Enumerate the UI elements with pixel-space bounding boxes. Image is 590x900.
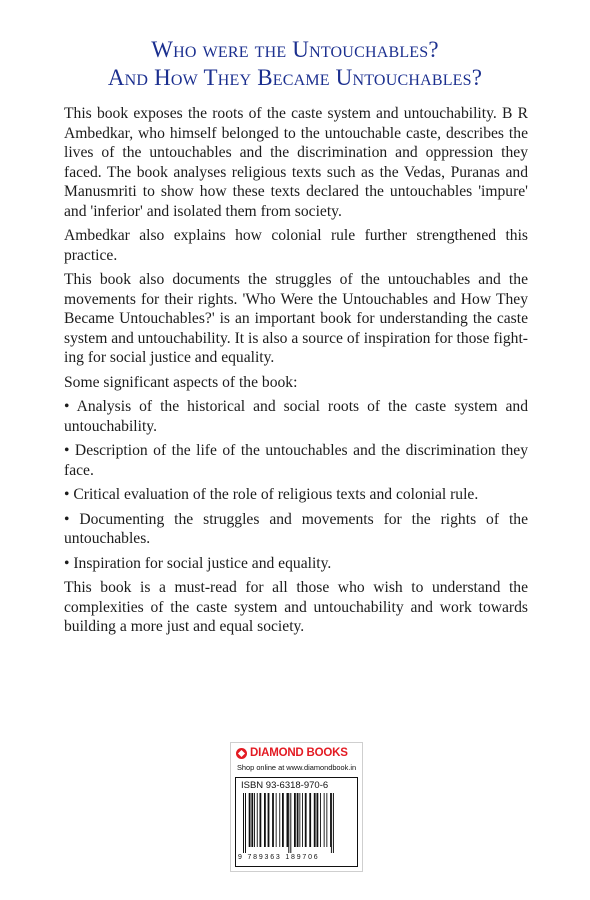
- aspect-item: • Inspiration for social justice and equality.: [64, 554, 332, 572]
- paragraph-intro: This book exposes the roots of the caste system and untouchability. B R Ambedkar, who himself belonged to the untouchable caste, describes the lives of the untouchables and the discrimination and oppression they faced. The book analyses religious texts such as the Vedas, Puranas and Manusmriti to show how these texts declared the untouchables 'impure' and 'inferior' and isolated them from society.: [64, 105, 528, 220]
- aspect-item: • Analysis of the historical and social roots of the caste system and untouchability.: [64, 398, 528, 435]
- diamond-logo-icon: [236, 748, 247, 759]
- barcode-bar: [254, 793, 255, 847]
- isbn-barcode: [235, 777, 358, 867]
- barcode-bars: [239, 793, 354, 853]
- barcode-bar: [314, 793, 316, 847]
- barcode-bar: [268, 793, 270, 847]
- barcode-bar: [272, 793, 274, 847]
- barcode-bar: [251, 793, 253, 847]
- barcode-bar: [257, 793, 258, 847]
- publisher-logo: [236, 747, 348, 759]
- barcode-bar: [249, 793, 251, 847]
- barcode-bar: [317, 793, 319, 847]
- paragraph-colonial: Ambedkar also explains how colonial rule further strengthened this practice.: [64, 227, 528, 264]
- barcode-bar: [264, 793, 266, 847]
- barcode-bar: [320, 793, 321, 847]
- barcode-bar: [290, 793, 291, 853]
- barcode-bar: [330, 793, 331, 847]
- title-line-1: Who were the Untouchables?: [151, 37, 439, 62]
- title-line-2: And How They Became Untouchables?: [107, 65, 483, 90]
- barcode-bar: [294, 793, 296, 847]
- barcode-bar: [282, 793, 284, 847]
- aspect-item: • Documenting the struggles and movements for the rights of the untouchables.: [64, 510, 528, 547]
- barcode-bar: [297, 793, 299, 847]
- barcode-bar: [305, 793, 307, 847]
- description-body: [64, 104, 528, 642]
- paragraph-conclusion: This book is a must-read for all those who wish to understand the complexities of the caste system and untouchability and work towards building a more just and equal society.: [64, 579, 528, 635]
- barcode-bar: [276, 793, 277, 847]
- barcode-bar: [302, 793, 303, 847]
- barcode-bar: [245, 793, 246, 853]
- barcode-bar: [331, 793, 332, 853]
- barcode-bar: [279, 793, 280, 847]
- publisher-barcode-label: [230, 742, 363, 872]
- book-title: [0, 36, 590, 92]
- aspect-item: • Description of the life of the untouchables and the discrimination they face.: [64, 442, 528, 479]
- barcode-digits: 9 789363 189706: [238, 854, 320, 861]
- barcode-bar: [299, 793, 300, 847]
- barcode-bar: [326, 793, 327, 847]
- barcode-bar: [260, 793, 262, 847]
- publisher-name: DIAMOND BOOKS: [250, 747, 348, 759]
- barcode-bar: [324, 793, 325, 847]
- paragraph-struggles: This book also documents the struggles of the untouchables and the movements for their rights. 'Who Were the Untouchables and How They Became Untouchables?' is an important book for understanding the caste system and untouchability. It is also a source of inspiration for those fighting for social justice and equality.: [64, 271, 528, 366]
- aspects-heading: Some significant aspects of the book:: [64, 373, 298, 391]
- isbn-label: ISBN 93-6318-970-6: [241, 780, 329, 791]
- barcode-bar: [287, 793, 289, 847]
- barcode-bar: [333, 793, 334, 853]
- shop-online-text: Shop online at www.diamondbook.in: [237, 763, 357, 772]
- barcode-bar: [288, 793, 289, 853]
- barcode-bar: [309, 793, 311, 847]
- aspect-item: • Critical evaluation of the role of religious texts and colonial rule.: [64, 486, 479, 503]
- barcode-bar: [243, 793, 244, 853]
